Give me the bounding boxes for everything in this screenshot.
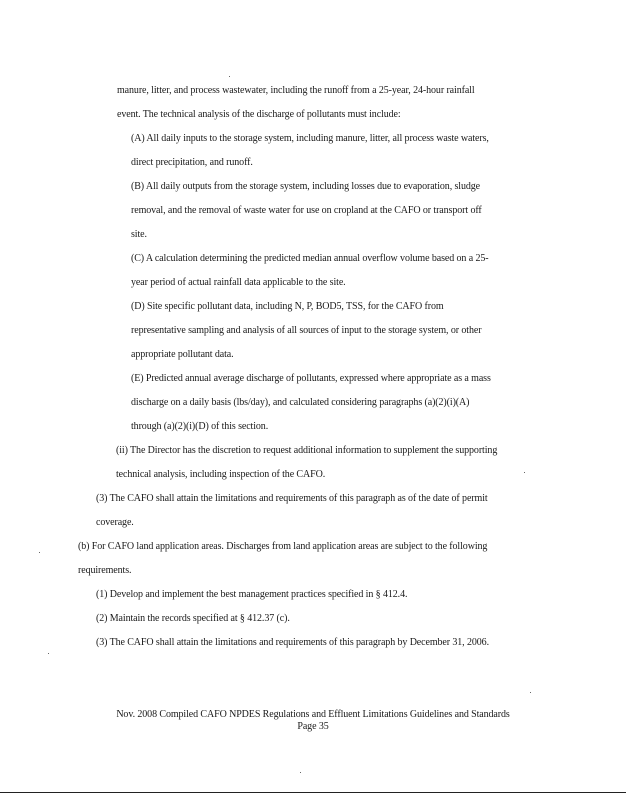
footer-title: Nov. 2008 Compiled CAFO NPDES Regulations and Effluent Limitations Guidelines and Standards: [116, 709, 510, 720]
section-b-item-1: (1) Develop and implement the best management practices specified in § 412.4.: [96, 589, 408, 600]
section-b-item-3: (3) The CAFO shall attain the limitations and requirements of this paragraph by December 31, 2006.: [96, 637, 489, 648]
item-b-line-3: site.: [131, 229, 147, 240]
bottom-scan-edge: [0, 792, 626, 793]
item-c-line-2: year period of actual rainfall data applicable to the site.: [131, 277, 346, 288]
scan-speck: [300, 772, 301, 773]
item-ii-line-2: technical analysis, including inspection of the CAFO.: [116, 469, 326, 480]
item-a-line-1: (A) All daily inputs to the storage system, including manure, litter, all process waste waters,: [131, 133, 489, 144]
item-3-line-1: (3) The CAFO shall attain the limitations and requirements of this paragraph as of the date of permit: [96, 493, 488, 504]
item-d-line-3: appropriate pollutant data.: [131, 349, 234, 360]
item-e-line-3: through (a)(2)(i)(D) of this section.: [131, 421, 269, 432]
section-b-item-2: (2) Maintain the records specified at § 412.37 (c).: [96, 613, 290, 624]
item-e-line-2: discharge on a daily basis (lbs/day), and calculated considering paragraphs (a)(2)(i)(A): [131, 397, 470, 408]
scan-speck: [39, 552, 40, 553]
body-line-1: manure, litter, and process wastewater, including the runoff from a 25-year, 24-hour rainfall: [117, 85, 475, 96]
scan-speck: [530, 692, 531, 693]
item-e-line-1: (E) Predicted annual average discharge of pollutants, expressed where appropriate as a mass: [131, 373, 491, 384]
item-3-line-2: coverage.: [96, 517, 134, 528]
item-b-line-1: (B) All daily outputs from the storage system, including losses due to evaporation, sludge: [131, 181, 481, 192]
item-ii-line-1: (ii) The Director has the discretion to request additional information to supplement the supporting: [116, 445, 498, 456]
body-line-2: event. The technical analysis of the discharge of pollutants must include:: [117, 109, 401, 120]
item-a-line-2: direct precipitation, and runoff.: [131, 157, 253, 168]
item-c-line-1: (C) A calculation determining the predicted median annual overflow volume based on a 25-: [131, 253, 489, 264]
scan-speck: [48, 653, 49, 654]
page-number: Page 35: [297, 721, 329, 732]
item-d-line-1: (D) Site specific pollutant data, including N, P, BOD5, TSS, for the CAFO from: [131, 301, 444, 312]
section-b-line-1: (b) For CAFO land application areas. Discharges from land application areas are subject to the following: [78, 541, 488, 552]
item-d-line-2: representative sampling and analysis of all sources of input to the storage system, or other: [131, 325, 482, 336]
scan-speck: [229, 76, 230, 77]
scan-speck: [524, 472, 525, 473]
item-b-line-2: removal, and the removal of waste water for use on cropland at the CAFO or transport off: [131, 205, 482, 216]
section-b-line-2: requirements.: [78, 565, 132, 576]
